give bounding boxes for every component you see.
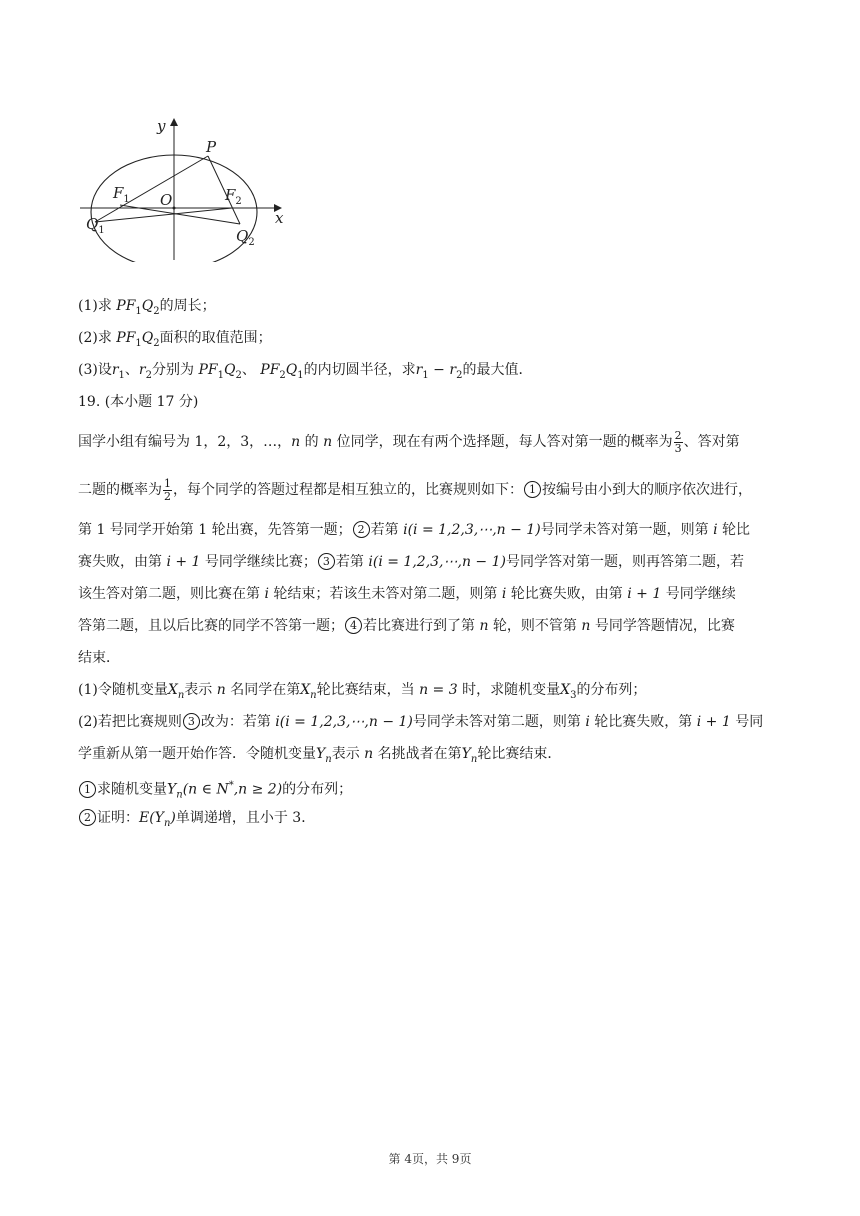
- p5-a: 证明：: [97, 810, 139, 826]
- l1-c: 位同学，现在有两个选择题，每人答对第一题的概率为: [332, 434, 673, 450]
- l2-b: ，每个同学的答题过程都是相互独立的，比赛规则如下：: [173, 482, 523, 498]
- q3-b: 分别为: [152, 362, 199, 378]
- ellipse-diagram: [78, 112, 310, 262]
- l3-i2: i: [713, 522, 718, 538]
- circled-number: 1: [524, 481, 541, 498]
- p1-d: 轮比赛结束，当: [316, 682, 420, 698]
- frac2-num: 1: [164, 476, 171, 490]
- p1-X3: X: [560, 682, 571, 698]
- p1-f: 的分布列；: [576, 682, 647, 698]
- q2-Q: Q: [141, 330, 154, 346]
- problem-19-line-7: 结束．: [78, 650, 120, 666]
- l4-d: 号同学答对第一题，则再答第二题，若: [505, 554, 744, 570]
- l5-i2: i: [501, 586, 507, 602]
- p3-Y2: Y: [461, 746, 471, 762]
- subquestion-3: [78, 354, 783, 386]
- q3-r2s: 2: [145, 369, 152, 381]
- circled-number: 4: [345, 617, 362, 634]
- p2-i2: i: [585, 714, 590, 730]
- origin-point: [173, 207, 176, 210]
- label-Q2: [236, 227, 255, 248]
- l3-b: 若第: [370, 522, 404, 538]
- label-F1: [112, 184, 130, 205]
- p3-a: 学重新从第一题开始作答．令随机变量: [78, 746, 316, 762]
- q3-g: 的最大值．: [462, 362, 533, 378]
- l6-n2: n: [581, 618, 591, 634]
- q1-prefix: (1)求: [78, 298, 117, 314]
- q3-r2: r: [138, 362, 146, 378]
- q2-suffix: 面积的取值范围；: [159, 330, 272, 346]
- p3-b: 表示: [331, 746, 365, 762]
- q3-r1s: 1: [118, 369, 125, 381]
- q2-tri: PF: [116, 330, 136, 346]
- question-content: [78, 290, 783, 834]
- fraction-two-thirds: [674, 430, 683, 455]
- subquestion-2: [78, 322, 783, 354]
- p4-a: 求随机变量: [97, 781, 167, 798]
- problem-19-line-1: [78, 418, 783, 466]
- l6-c: 轮，则不管第: [488, 618, 582, 634]
- l5-d: 号同学继续: [661, 586, 736, 602]
- p4-b: 的分布列；: [282, 781, 353, 798]
- l5-a: 该生答对第二题，则比赛在第: [78, 586, 265, 602]
- fraction-one-half: [163, 478, 172, 503]
- label-F2-main: F: [225, 186, 236, 204]
- p4-Ys: n: [176, 789, 183, 801]
- label-Q2-main: Q: [236, 227, 249, 245]
- p2-a: (2)若把比赛规则: [78, 714, 182, 730]
- y-axis-arrow: [170, 118, 178, 126]
- q3-a: (3)设: [78, 362, 112, 378]
- p5-b: 单调递增，且小于 3．: [175, 810, 316, 826]
- label-y: y: [157, 117, 166, 135]
- q3-r1: r: [111, 362, 119, 378]
- p2-i3: i + 1: [696, 714, 731, 730]
- p4-cond2: ,n ≥ 2): [233, 781, 283, 798]
- circled-number: 2: [79, 809, 96, 826]
- l6-b: 若比赛进行到了第: [363, 618, 480, 634]
- p1-e: 时，求随机变量: [457, 682, 561, 698]
- p5-E: E(Y: [139, 810, 164, 826]
- page-footer: 第 4页，共 9页: [388, 1152, 472, 1166]
- q3-t1Q: Q: [223, 362, 236, 378]
- l4-b: 号同学继续比赛；: [200, 554, 317, 570]
- l5-b: 轮结束；若该生未答对第二题，则第: [268, 586, 502, 602]
- q1-s2: 2: [153, 305, 160, 317]
- l6-n: n: [479, 618, 489, 634]
- l4-i: i + 1: [166, 554, 201, 570]
- q3-t2Q: Q: [285, 362, 298, 378]
- problem-19-part-2: [78, 706, 783, 738]
- p1-n: n: [216, 682, 226, 698]
- q3-d: 的内切圆半径，求: [303, 362, 416, 378]
- q3-t1b: 2: [235, 369, 242, 381]
- p2-range: (i = 1,2,3,⋯,n − 1): [279, 714, 413, 730]
- l2-c: 按编号由小到大的顺序依次进行，: [542, 482, 752, 498]
- label-F2: [224, 186, 242, 207]
- q3-t1: PF: [198, 362, 218, 378]
- label-Q1-sub: 1: [98, 225, 105, 236]
- problem-19-part-2-cont: [78, 738, 783, 770]
- problem-19-line-5: [78, 578, 783, 610]
- q3-t2: PF: [260, 362, 280, 378]
- circled-number: 1: [79, 781, 96, 798]
- p1-X: X: [167, 682, 178, 698]
- q3-es1: 1: [422, 369, 429, 381]
- problem-19-line-2: [78, 466, 783, 514]
- circled-number: 3: [318, 553, 335, 570]
- l5-i3: i + 1: [627, 586, 662, 602]
- q2-s2: 2: [153, 337, 160, 349]
- frac1-num: 2: [674, 428, 682, 442]
- circled-number: 3: [183, 713, 200, 730]
- problem-19-part-2-sub-2: [78, 802, 783, 834]
- l4-a: 赛失败，由第: [78, 554, 167, 570]
- p1-a: (1)令随机变量: [78, 682, 168, 698]
- label-P: P: [206, 138, 217, 156]
- l6-a: 答第二题，且以后比赛的同学不答第一题；: [78, 618, 344, 634]
- l5-i: i: [264, 586, 269, 602]
- q3-t1a: 1: [217, 369, 224, 381]
- l4-c: 若第: [335, 554, 369, 570]
- label-F1-sub: 1: [123, 194, 130, 205]
- p1-X2s: n: [310, 689, 317, 701]
- problem-19-header: 19. (本小题 17 分): [78, 394, 199, 410]
- problem-19-part-1: [78, 674, 783, 706]
- subquestion-1: [78, 290, 783, 322]
- label-Q1-main: Q: [86, 215, 99, 233]
- l3-d: 轮比: [717, 522, 751, 538]
- circled-number: 2: [353, 521, 370, 538]
- label-F2-sub: 2: [235, 196, 242, 207]
- p2-c: 号同学未答对第二题，则第: [412, 714, 586, 730]
- problem-19-line-3: [78, 514, 783, 546]
- q3-f: r: [449, 362, 457, 378]
- l3-a: 第 1 号同学开始第 1 轮出赛，先答第一题；: [78, 522, 352, 538]
- l6-d: 号同学答题情况，比赛: [590, 618, 735, 634]
- l1-n: n: [291, 434, 301, 450]
- p3-Y2s: n: [470, 753, 478, 765]
- label-x: x: [275, 209, 284, 227]
- p1-c: 名同学在第: [225, 682, 301, 698]
- p1-X2: X: [300, 682, 311, 698]
- p3-n: n: [364, 746, 374, 762]
- ellipse-figure: [78, 112, 310, 262]
- l1-b: 的: [300, 434, 324, 450]
- q3-c: 、: [241, 362, 261, 378]
- p2-e: 号同: [730, 714, 764, 730]
- p1-Xs: n: [177, 689, 185, 701]
- q2-s1: 1: [135, 337, 142, 349]
- q1-s1: 1: [135, 305, 142, 317]
- l3-i: i: [403, 522, 408, 538]
- p1-eq: n = 3: [419, 682, 458, 698]
- l1-d: 、答对第: [683, 434, 740, 450]
- p1-X3s: 3: [570, 689, 577, 701]
- q1-tri: PF: [116, 298, 136, 314]
- q3-t2b: 1: [297, 369, 304, 381]
- q3-e: r: [415, 362, 423, 378]
- p1-b: 表示: [184, 682, 217, 698]
- problem-19-line-4: [78, 546, 783, 578]
- p4-cond: (n ∈ N: [182, 781, 229, 798]
- p2-b: 改为：若第: [200, 714, 276, 730]
- p2-d: 轮比赛失败，第: [589, 714, 697, 730]
- frac2-den: 2: [164, 489, 171, 503]
- p4-Y: Y: [167, 781, 177, 798]
- frac1-den: 3: [674, 441, 682, 455]
- q3-t2a: 2: [279, 369, 286, 381]
- p5-E2: ): [170, 810, 176, 826]
- q3-minus: −: [428, 362, 450, 378]
- l3-c: 号同学未答对第一题，则第: [540, 522, 714, 538]
- l3-range: (i = 1,2,3,⋯,n − 1): [407, 522, 541, 538]
- p3-c: 名挑战者在第: [373, 746, 462, 762]
- label-F1-main: F: [113, 184, 124, 202]
- problem-19-part-2-sub-1: [78, 770, 783, 802]
- q2-prefix: (2)求: [78, 330, 117, 346]
- p3-Ys: n: [325, 753, 332, 765]
- p3-Y: Y: [316, 746, 326, 762]
- q1-Q: Q: [141, 298, 154, 314]
- q3-sep: 、: [124, 362, 139, 378]
- l1-a: 国学小组有编号为 1，2，3，…，: [78, 434, 292, 450]
- l5-c: 轮比赛失败，由第: [506, 586, 628, 602]
- q1-suffix: 的周长；: [159, 298, 216, 314]
- l2-a: 二题的概率为: [78, 482, 162, 498]
- p5-Es: n: [163, 817, 171, 829]
- l4-range: (i = 1,2,3,⋯,n − 1): [372, 554, 506, 570]
- q3-fs: 2: [456, 369, 463, 381]
- p3-d: 轮比赛结束．: [477, 746, 562, 762]
- label-Q2-sub: 2: [248, 237, 255, 248]
- l1-n2: n: [323, 434, 333, 450]
- label-O: O: [160, 191, 173, 209]
- p4-star: *: [228, 780, 234, 791]
- problem-19-line-6: [78, 610, 783, 642]
- p2-i: i: [275, 714, 280, 730]
- l4-i2: i: [368, 554, 373, 570]
